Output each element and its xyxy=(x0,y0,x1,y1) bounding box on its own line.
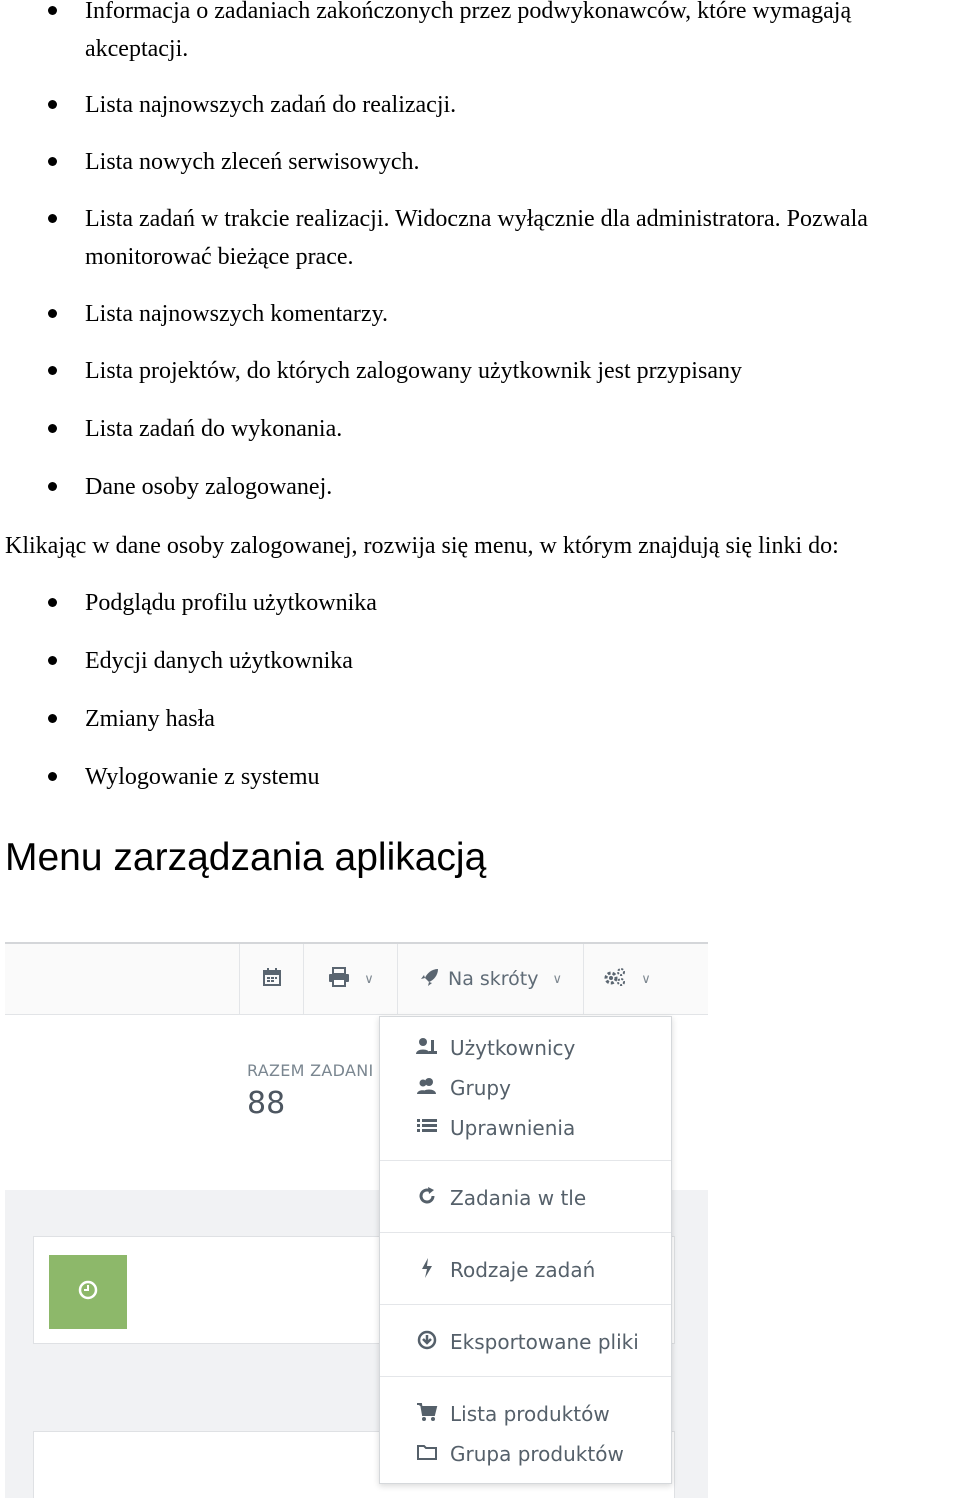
menu-item-label: Rodzaje zadań xyxy=(450,1258,596,1282)
bullet-item: Informacja o zadaniach zakończonych przez podwykonawców, które wymagają akceptacji. xyxy=(85,0,960,68)
menu-item-label: Eksportowane pliki xyxy=(450,1330,639,1354)
menu-item-label: Użytkownicy xyxy=(450,1036,576,1060)
print-button[interactable] xyxy=(303,944,398,1014)
section-heading: Menu zarządzania aplikacją xyxy=(5,836,487,879)
menu-item-task-types[interactable] xyxy=(414,1255,595,1285)
rocket-icon xyxy=(420,967,440,992)
shortcuts-label: Na skróty xyxy=(447,968,539,990)
groups-icon xyxy=(414,1077,440,1100)
print-icon xyxy=(328,967,350,992)
intro-paragraph: Klikając w dane osoby zalogowanej, rozwija się menu, w którym znajdują się linki do: xyxy=(5,533,839,559)
bullet-item: Wylogowanie z systemu xyxy=(85,758,960,796)
clock-icon xyxy=(78,1280,98,1304)
menu-item-exported-files[interactable] xyxy=(414,1327,639,1357)
download-icon xyxy=(414,1330,440,1355)
menu-item-label: Zadania w tle xyxy=(450,1186,587,1210)
bullet-item: Podglądu profilu użytkownika xyxy=(85,584,960,622)
menu-item-label: Lista produktów xyxy=(450,1402,610,1426)
cart-icon xyxy=(414,1402,440,1427)
permissions-icon xyxy=(414,1117,440,1140)
menu-item-label: Grupa produktów xyxy=(450,1442,624,1466)
menu-item-users[interactable] xyxy=(414,1033,575,1063)
stat-label: RAZEM ZADANI xyxy=(247,1061,374,1080)
app-screenshot xyxy=(5,942,708,1498)
chevron-down-icon: ∨ xyxy=(641,971,651,987)
menu-item-product-group[interactable] xyxy=(414,1439,624,1469)
menu-divider xyxy=(380,1304,671,1305)
menu-divider xyxy=(380,1376,671,1377)
bullet-item: Lista projektów, do których zalogowany użytkownik jest przypisany xyxy=(85,352,960,390)
chevron-down-icon: ∨ xyxy=(552,971,563,987)
bullet-item: Lista najnowszych zadań do realizacji. xyxy=(85,86,960,124)
menu-divider xyxy=(380,1160,671,1161)
users-icon xyxy=(414,1037,440,1060)
menu-item-permissions[interactable] xyxy=(414,1113,575,1143)
folder-icon xyxy=(414,1443,440,1466)
bullet-item: Lista najnowszych komentarzy. xyxy=(85,295,960,333)
bullet-item: Zmiany hasła xyxy=(85,700,960,738)
bullet-item: Lista zadań w trakcie realizacji. Widoczna wyłącznie dla administratora. Pozwala monitorować bieżące prace. xyxy=(85,200,960,276)
calendar-icon xyxy=(262,967,282,992)
bullet-item: Lista nowych zleceń serwisowych. xyxy=(85,143,960,181)
bolt-icon xyxy=(414,1258,440,1283)
menu-item-label: Grupy xyxy=(450,1076,511,1100)
bullet-item: Edycji danych użytkownika xyxy=(85,642,960,680)
clock-tile xyxy=(49,1255,127,1329)
menu-divider xyxy=(380,1232,671,1233)
menu-item-groups[interactable] xyxy=(414,1073,511,1103)
menu-item-background-tasks[interactable] xyxy=(414,1183,586,1213)
menu-item-label: Uprawnienia xyxy=(450,1116,576,1140)
chevron-down-icon: ∨ xyxy=(364,971,374,987)
shortcuts-button[interactable] xyxy=(397,944,584,1014)
bullet-item: Dane osoby zalogowanej. xyxy=(85,468,960,506)
menu-item-product-list[interactable] xyxy=(414,1399,610,1429)
shortcuts-dropdown-menu xyxy=(379,1016,672,1484)
cogs-icon xyxy=(603,967,627,992)
top-toolbar xyxy=(5,944,708,1015)
calendar-button[interactable] xyxy=(239,944,304,1014)
bullet-item: Lista zadań do wykonania. xyxy=(85,410,960,448)
stat-value: 88 xyxy=(247,1086,286,1121)
settings-button[interactable] xyxy=(583,944,670,1014)
refresh-icon xyxy=(414,1186,440,1211)
